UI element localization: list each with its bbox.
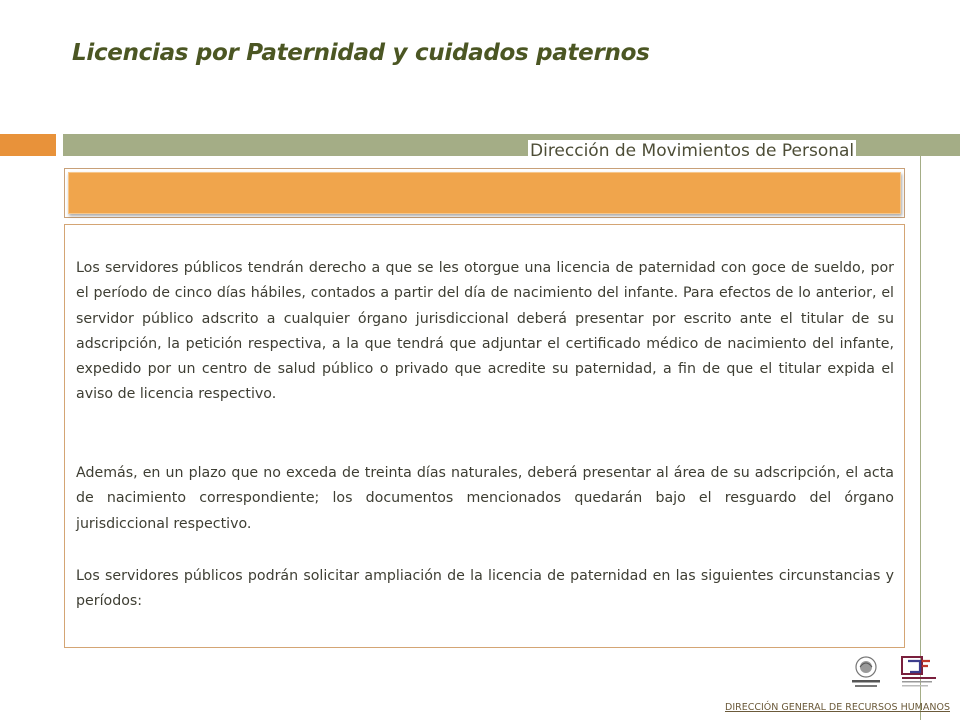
- vertical-divider: [920, 134, 921, 720]
- paragraph-2: Además, en un plazo que no exceda de treinta días naturales, deberá presentar al área de su adscripción, el acta de nacimiento correspondiente; los documentos mencionados quedarán bajo el resguardo del órgano jurisdiccional respectivo.: [76, 465, 894, 532]
- paragraph-1: Los servidores públicos tendrán derecho a que se les otorgue una licencia de paternidad con goce de sueldo, por el período de cinco días hábiles, contados a partir del día de nacimiento del infante. Para efectos de lo anterior, el servidor público adscrito a cualquier órgano jurisdiccional deberá presentar por escrito ante el titular de su adscripción, la petición respectiva, a la que tendrá que adjuntar el certificado médico de nacimiento del infante, expedido por un centro de salud público o privado que acredite su paternidad, a fin de que el titular expida el aviso de licencia respectivo.: [76, 260, 894, 403]
- institution-logos: [846, 655, 950, 695]
- orange-accent-bar: [0, 134, 56, 156]
- orange-banner-frame: [64, 168, 905, 218]
- poder-judicial-logo: [846, 655, 950, 695]
- footer-label: DIRECCIÓN GENERAL DE RECURSOS HUMANOS: [725, 702, 950, 713]
- section-subtitle: Dirección de Movimientos de Personal: [530, 141, 855, 161]
- paragraph-3: Los servidores públicos podrán solicitar ampliación de la licencia de paternidad en las siguientes circunstancias y períodos:: [76, 568, 894, 610]
- orange-banner: [68, 172, 901, 214]
- page-title: Licencias por Paternidad y cuidados paternos: [72, 40, 650, 66]
